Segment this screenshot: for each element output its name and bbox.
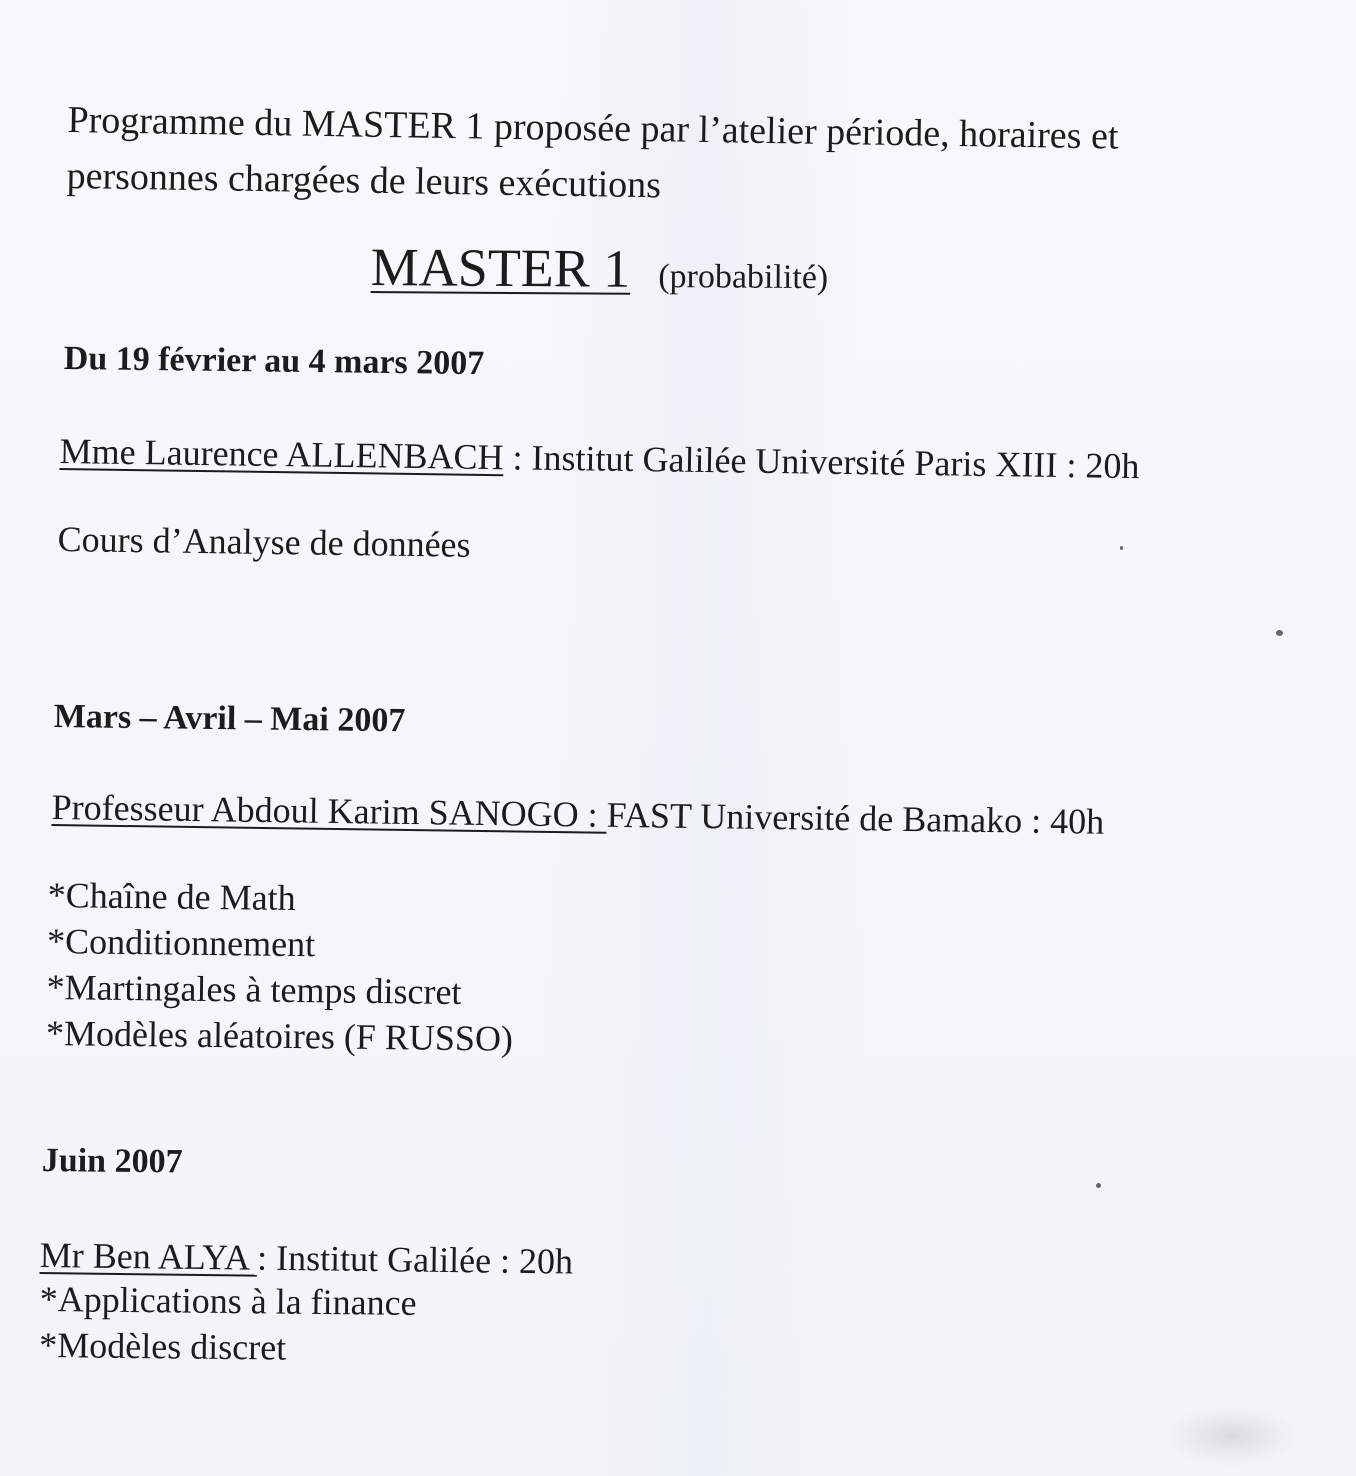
section-1-course: Cours d’Analyse de données (57, 518, 471, 565)
intro-paragraph (66, 92, 1119, 220)
section-3-teacher-info: : Institut Galilée : 20h (256, 1237, 574, 1282)
section-3-teacher-name: Mr Ben ALYA (39, 1234, 258, 1278)
list-item: *Applications à la finance (39, 1278, 417, 1323)
list-item: *Chaîne de Math (47, 874, 296, 919)
section-1-period: Du 19 février au 4 mars 2007 (63, 340, 485, 383)
section-3-teacher (39, 1234, 573, 1283)
scan-speck (1120, 546, 1123, 550)
section-2-course-list (46, 872, 515, 1062)
title-sub: (probabilité) (658, 258, 829, 297)
section-2-teacher-name: Professeur Abdoul Karim SANOGO : (51, 786, 607, 835)
scan-smudge (1166, 1406, 1296, 1466)
section-1-teacher (59, 430, 1139, 487)
scan-speck (1276, 630, 1283, 636)
list-item: *Martingales à temps discret (46, 966, 462, 1013)
section-3-course-list (39, 1276, 417, 1372)
section-1-teacher-info: : Institut Galilée Université Paris XIII : 20h (503, 437, 1140, 487)
page-title (371, 236, 829, 301)
section-2-teacher (51, 786, 1104, 843)
list-item: *Modèles discret (39, 1324, 287, 1368)
section-3-period: Juin 2007 (41, 1142, 183, 1181)
section-1-teacher-name: Mme Laurence ALLENBACH (59, 430, 504, 478)
intro-line-2: personnes chargées de leurs exécutions (66, 154, 662, 207)
intro-line-1: Programme du MASTER 1 proposée par l’atelier période, horaires et (67, 98, 1119, 158)
section-2-teacher-info: FAST Université de Bamako : 40h (606, 794, 1105, 842)
title-main: MASTER 1 (370, 236, 631, 299)
list-item: *Conditionnement (46, 920, 316, 965)
scan-speck (1096, 1183, 1101, 1188)
section-2-period: Mars – Avril – Mai 2007 (53, 698, 406, 740)
list-item: *Modèles aléatoires (F RUSSO) (45, 1012, 514, 1059)
